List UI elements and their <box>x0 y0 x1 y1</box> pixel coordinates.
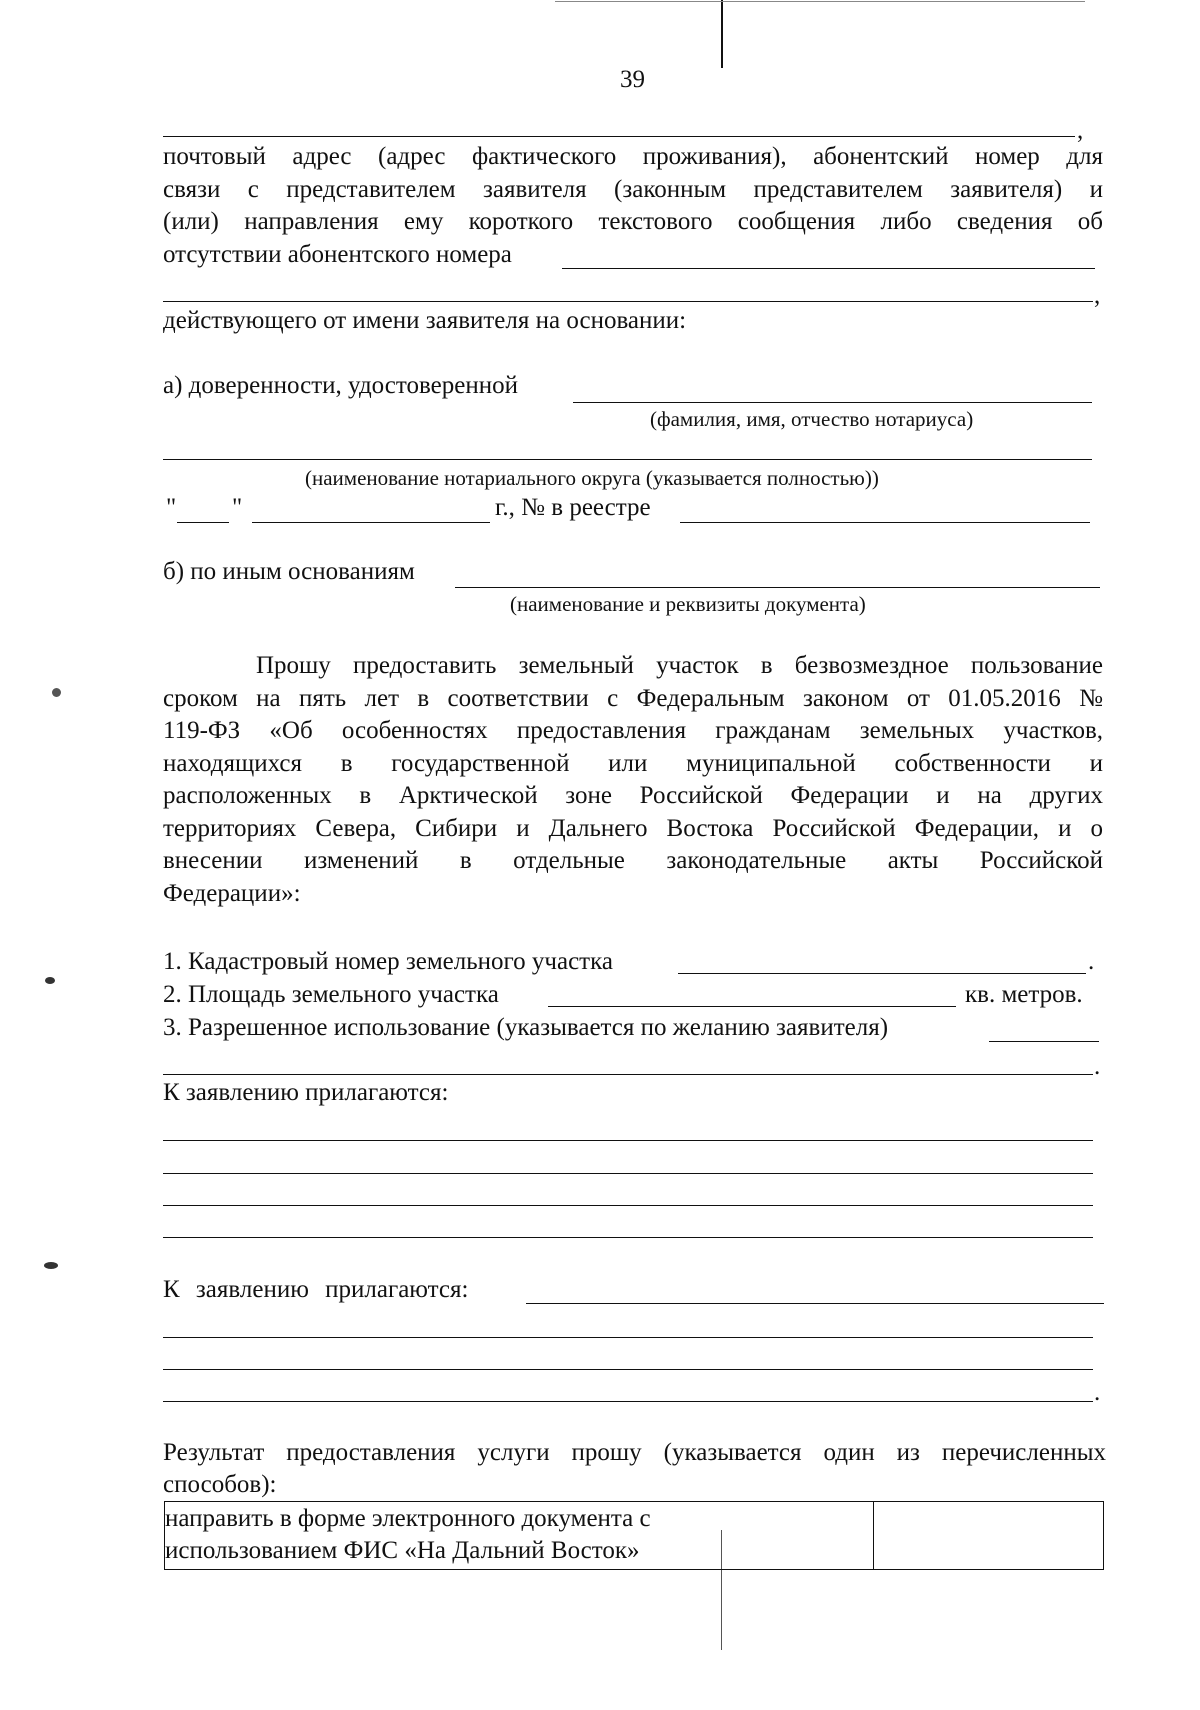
attachments-heading-second: К заявлению прилагаются: <box>163 1276 469 1303</box>
permitted-use-field[interactable] <box>989 1041 1099 1042</box>
request-line: сроком на пять лет в соответствии с Федеральным законом от 01.05.2016 № <box>163 684 1103 712</box>
notary-name-field[interactable] <box>573 402 1092 403</box>
scan-margin-line <box>721 0 723 68</box>
request-line: внесении изменений в отдельные законодательные акты Российской <box>163 847 1103 874</box>
attachments-field[interactable] <box>163 1173 1093 1174</box>
other-basis-label: б) по иным основаниям <box>163 558 415 585</box>
line-end-comma: , <box>1094 282 1101 309</box>
attachments-second-field[interactable] <box>163 1401 1093 1402</box>
scan-speck <box>45 977 55 984</box>
contact-paragraph <box>163 141 1103 239</box>
scan-margin-line <box>555 1 1085 2</box>
request-line: Федерации»: <box>163 879 301 907</box>
result-intro-line2: способов): <box>163 1471 277 1498</box>
result-options-table <box>164 1501 1104 1570</box>
result-option-mark-cell[interactable] <box>873 1502 1102 1569</box>
request-line: расположенных в Арктической зоне Российской Федерации и на других <box>163 782 1103 809</box>
district-caption: (наименование нотариального округа (указывается полностью)) <box>305 466 879 490</box>
notary-caption: (фамилия, имя, отчество нотариуса) <box>650 407 974 431</box>
contact-line: почтовый адрес (адрес фактического проживания), абонентский номер для <box>163 143 1103 170</box>
result-intro-line: Результат предоставления услуги прошу (указывается один из перечисленных <box>163 1439 1106 1466</box>
attachments-second-field[interactable] <box>526 1303 1104 1304</box>
fill-line <box>163 136 1075 137</box>
request-line: 119-ФЗ «Об особенностях предоставления гражданам земельных участков, <box>163 717 1103 744</box>
result-option-line: использованием ФИС «На Дальний Восток» <box>165 1537 640 1564</box>
phone-number-field[interactable] <box>562 268 1095 269</box>
attachments-field[interactable] <box>163 1237 1093 1238</box>
attachments-second-field[interactable] <box>163 1337 1093 1338</box>
request-line: территориях Севера, Сибири и Дальнего Востока Российской Федерации, и о <box>163 814 1103 842</box>
contact-line: связи с представителем заявителя (законным представителем заявителя) и <box>163 175 1103 203</box>
cadastral-label: 1. Кадастровый номер земельного участка <box>163 948 613 975</box>
contact-line: (или) направления ему короткого текстового сообщения либо сведения об <box>163 208 1103 235</box>
field-end-period: . <box>1088 948 1095 975</box>
other-basis-caption: (наименование и реквизиты документа) <box>510 592 866 616</box>
attachments-second-field[interactable] <box>163 1369 1093 1370</box>
power-of-attorney-label: а) доверенности, удостоверенной <box>163 372 518 399</box>
scan-speck <box>52 688 61 697</box>
request-line: Прошу предоставить земельный участок в безвозмездное пользование <box>256 652 1103 679</box>
registry-number-field[interactable] <box>680 522 1090 523</box>
scan-speck <box>44 1262 58 1269</box>
notary-district-field[interactable] <box>163 459 1092 460</box>
line-end-comma: , <box>1077 117 1084 144</box>
field-end-period: . <box>1094 1379 1101 1406</box>
permitted-use-field-cont[interactable] <box>163 1074 1093 1075</box>
attachments-field[interactable] <box>163 1205 1093 1206</box>
area-field[interactable] <box>548 1006 956 1007</box>
result-option-line: направить в форме электронного документа с <box>165 1505 651 1532</box>
registry-label: г., № в реестре <box>495 494 651 521</box>
result-option-text-cell <box>165 1502 874 1569</box>
result-intro <box>163 1437 1106 1470</box>
contact-last-line: отсутствии абонентского номера <box>163 241 512 268</box>
field-end-period: . <box>1094 1053 1101 1080</box>
attachments-heading: К заявлению прилагаются: <box>163 1079 449 1106</box>
date-day-field[interactable] <box>177 522 229 523</box>
page-number: 39 <box>620 66 645 93</box>
acting-basis-text: действующего от имени заявителя на основании: <box>163 307 687 334</box>
area-label: 2. Площадь земельного участка <box>163 981 499 1008</box>
date-month-field[interactable] <box>252 522 490 523</box>
other-basis-field[interactable] <box>455 587 1100 588</box>
area-unit: кв. метров. <box>965 981 1083 1008</box>
fill-line <box>163 301 1093 302</box>
permitted-use-label: 3. Разрешенное использование (указывается по желанию заявителя) <box>163 1014 889 1041</box>
attachments-field[interactable] <box>163 1140 1093 1141</box>
date-quote-close: " <box>232 494 243 521</box>
request-paragraph <box>163 650 1103 910</box>
date-quote-open: " <box>166 494 177 521</box>
cadastral-number-field[interactable] <box>678 973 1086 974</box>
request-line: находящихся в государственной или муниципальной собственности и <box>163 749 1103 777</box>
